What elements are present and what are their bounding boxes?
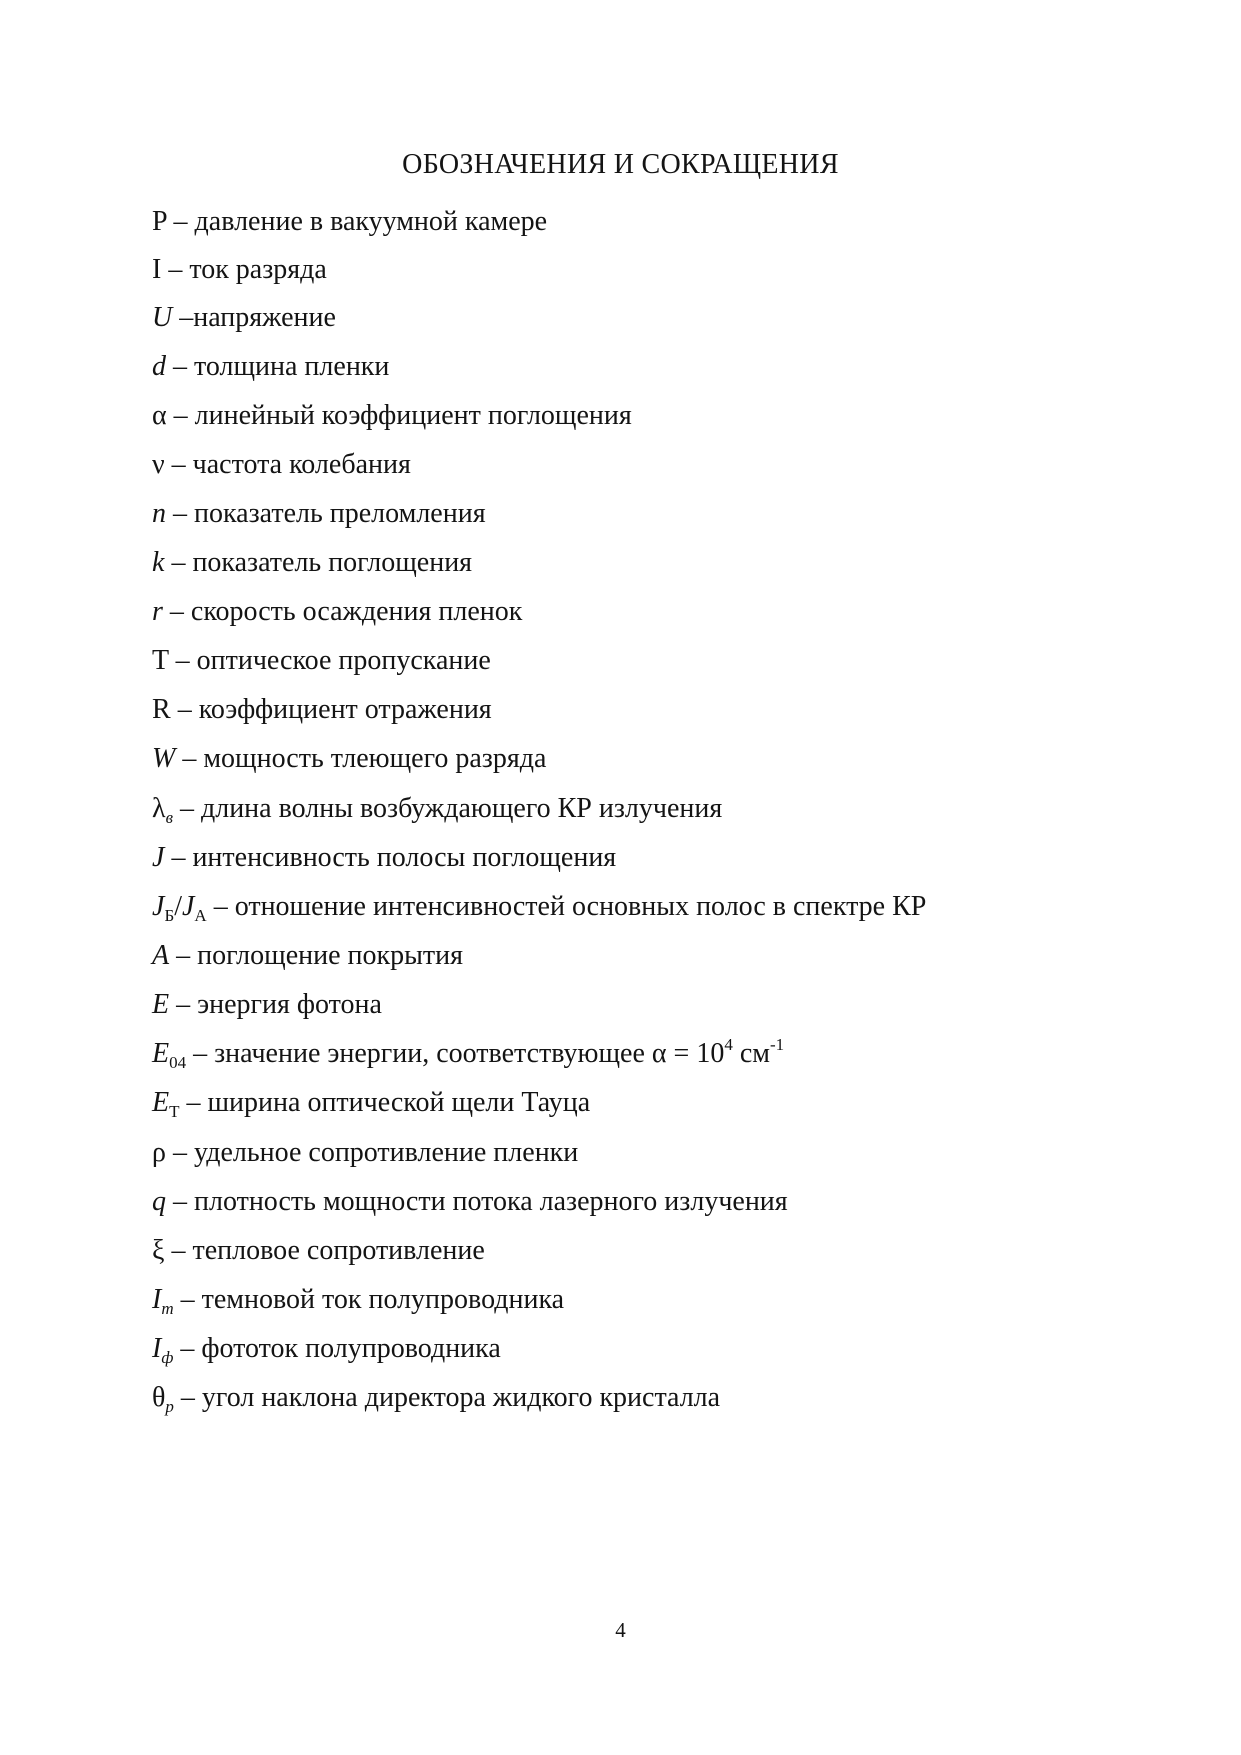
list-item bbox=[152, 1086, 590, 1120]
entry-subscript: ф bbox=[161, 1348, 174, 1367]
list-item bbox=[152, 1234, 485, 1268]
entry-definition: линейный коэффициент поглощения bbox=[194, 400, 632, 431]
entry-definition: отношение интенсивностей основных полос в спектре КР bbox=[234, 891, 927, 922]
entry-dash: – bbox=[173, 1284, 202, 1315]
entry-dash: – bbox=[164, 1235, 193, 1266]
list-item bbox=[152, 1185, 788, 1219]
entry-dash: – bbox=[166, 351, 194, 382]
list-item: U –напряжение bbox=[152, 302, 336, 333]
entry-definition: удельное сопротивление пленки bbox=[193, 1137, 579, 1168]
page-number: 4 bbox=[615, 1618, 626, 1642]
list-item bbox=[152, 644, 491, 678]
entry-dash: – bbox=[166, 498, 194, 529]
entry-symbol: P bbox=[152, 206, 167, 237]
entry-definition: значение энергии, соответствующее α = 10 bbox=[214, 1038, 725, 1069]
entry-definition: давление в вакуумной камере bbox=[194, 206, 548, 237]
entry-definition: угол наклона директора жидкого кристалла bbox=[201, 1382, 721, 1413]
list-item bbox=[152, 939, 463, 973]
entry-unit-superscript: -1 bbox=[770, 1035, 785, 1054]
entry-symbol: q bbox=[152, 1186, 166, 1217]
list-item bbox=[152, 792, 722, 826]
list-item bbox=[152, 742, 546, 776]
entry-dash: – bbox=[173, 1333, 202, 1364]
entry-subscript: т bbox=[161, 1299, 174, 1318]
entry-dash: – bbox=[164, 547, 193, 578]
entry-symbol: I bbox=[152, 1333, 162, 1364]
entry-subscript: в bbox=[165, 808, 173, 827]
entry-symbol: W bbox=[152, 743, 176, 774]
entry-dash: – bbox=[166, 206, 195, 237]
entry-symbol: ν bbox=[152, 449, 165, 480]
entry-dash: – bbox=[179, 1087, 208, 1118]
list-item bbox=[152, 595, 522, 629]
entry-definition: интенсивность полосы поглощения bbox=[192, 842, 617, 873]
entry-symbol: d bbox=[152, 351, 166, 382]
entry-dash: – bbox=[166, 400, 195, 431]
list-item bbox=[152, 497, 486, 531]
entry-unit: см bbox=[732, 1038, 770, 1069]
entry-definition: фототок полупроводника bbox=[201, 1333, 501, 1364]
entry-dash: – bbox=[175, 743, 204, 774]
list-item bbox=[152, 890, 926, 924]
entry-subscript-2: А bbox=[194, 906, 207, 925]
list-item bbox=[152, 205, 547, 239]
entry-symbol-2: J bbox=[181, 891, 195, 922]
entry-symbol: k bbox=[152, 547, 165, 578]
list-item bbox=[152, 1381, 720, 1415]
entry-definition: длина волны возбуждающего КР излучения bbox=[200, 793, 723, 824]
entry-definition: оптическое пропускание bbox=[196, 645, 491, 676]
entry-symbol: n bbox=[152, 498, 166, 529]
entry-definition: коэффициент отражения bbox=[198, 694, 492, 725]
entry-definition: ток разряда bbox=[189, 254, 327, 285]
entry-symbol: T bbox=[152, 645, 169, 676]
entry-symbol: ξ bbox=[152, 1235, 165, 1266]
entry-symbol: E bbox=[152, 1087, 170, 1118]
entry-dash: – bbox=[166, 1186, 194, 1217]
list-item bbox=[152, 1136, 578, 1170]
entry-subscript: p bbox=[165, 1397, 174, 1416]
entry-symbol: r bbox=[152, 596, 163, 627]
entry-symbol: A bbox=[152, 940, 170, 971]
entry-definition: толщина пленки bbox=[194, 351, 390, 382]
entry-dash: – bbox=[164, 842, 193, 873]
list-item bbox=[152, 399, 632, 433]
entry-dash: – bbox=[161, 254, 190, 285]
entry-definition: скорость осаждения пленок bbox=[190, 596, 523, 627]
list-item bbox=[152, 988, 382, 1022]
entry-definition: напряжение bbox=[193, 302, 336, 333]
entry-symbol: E bbox=[152, 989, 170, 1020]
entry-dash: – bbox=[162, 596, 191, 627]
entry-dash: – bbox=[165, 1137, 194, 1168]
entry-symbol: E bbox=[152, 1038, 170, 1069]
entry-dash: – bbox=[173, 1382, 202, 1413]
page-title: ОБОЗНАЧЕНИЯ И СОКРАЩЕНИЯ bbox=[402, 149, 839, 180]
list-item bbox=[152, 253, 327, 287]
entry-symbol: ρ bbox=[152, 1137, 166, 1168]
entry-dash: – bbox=[172, 793, 201, 824]
entry-symbol: I bbox=[152, 254, 162, 285]
entry-dash: – bbox=[170, 694, 199, 725]
entry-symbol: J bbox=[152, 842, 165, 873]
entry-definition: мощность тлеющего разряда bbox=[203, 743, 547, 774]
entry-definition: частота колебания bbox=[192, 449, 411, 480]
entry-dash: – bbox=[169, 989, 198, 1020]
entry-definition: энергия фотона bbox=[197, 989, 382, 1020]
list-item bbox=[152, 350, 389, 384]
entry-definition: показатель преломления bbox=[194, 498, 486, 529]
entry-definition: темновой ток полупроводника bbox=[201, 1284, 565, 1315]
entry-symbol: α bbox=[152, 400, 167, 431]
entry-definition: ширина оптической щели Тауца bbox=[207, 1087, 591, 1118]
entry-dash: – bbox=[206, 891, 235, 922]
entry-symbol: U bbox=[152, 302, 173, 333]
entry-superscript: 4 bbox=[724, 1035, 733, 1054]
entry-symbol: λ bbox=[152, 793, 166, 824]
entry-subscript: Б bbox=[164, 906, 175, 925]
entry-separator: / bbox=[174, 891, 182, 922]
list-item bbox=[152, 1037, 784, 1071]
list-item bbox=[152, 448, 411, 482]
entry-definition: плотность мощности потока лазерного излучения bbox=[194, 1186, 788, 1217]
list-item bbox=[152, 1332, 501, 1366]
entry-symbol: J bbox=[152, 891, 165, 922]
list-item bbox=[152, 693, 492, 727]
entry-symbol: θ bbox=[152, 1382, 166, 1413]
list-item bbox=[152, 546, 472, 580]
entry-definition: показатель поглощения bbox=[192, 547, 473, 578]
entry-definition: тепловое сопротивление bbox=[192, 1235, 485, 1266]
entry-symbol: R bbox=[152, 694, 171, 725]
entry-definition: поглощение покрытия bbox=[197, 940, 464, 971]
entry-dash: – bbox=[169, 940, 198, 971]
entry-dash: – bbox=[168, 645, 197, 676]
entry-dash: – bbox=[164, 449, 193, 480]
list-item bbox=[152, 1283, 564, 1317]
entry-symbol: I bbox=[152, 1284, 162, 1315]
list-item bbox=[152, 841, 616, 875]
entry-subscript: T bbox=[169, 1102, 180, 1121]
entry-subscript: 04 bbox=[169, 1053, 187, 1072]
entry-dash: – bbox=[186, 1038, 215, 1069]
